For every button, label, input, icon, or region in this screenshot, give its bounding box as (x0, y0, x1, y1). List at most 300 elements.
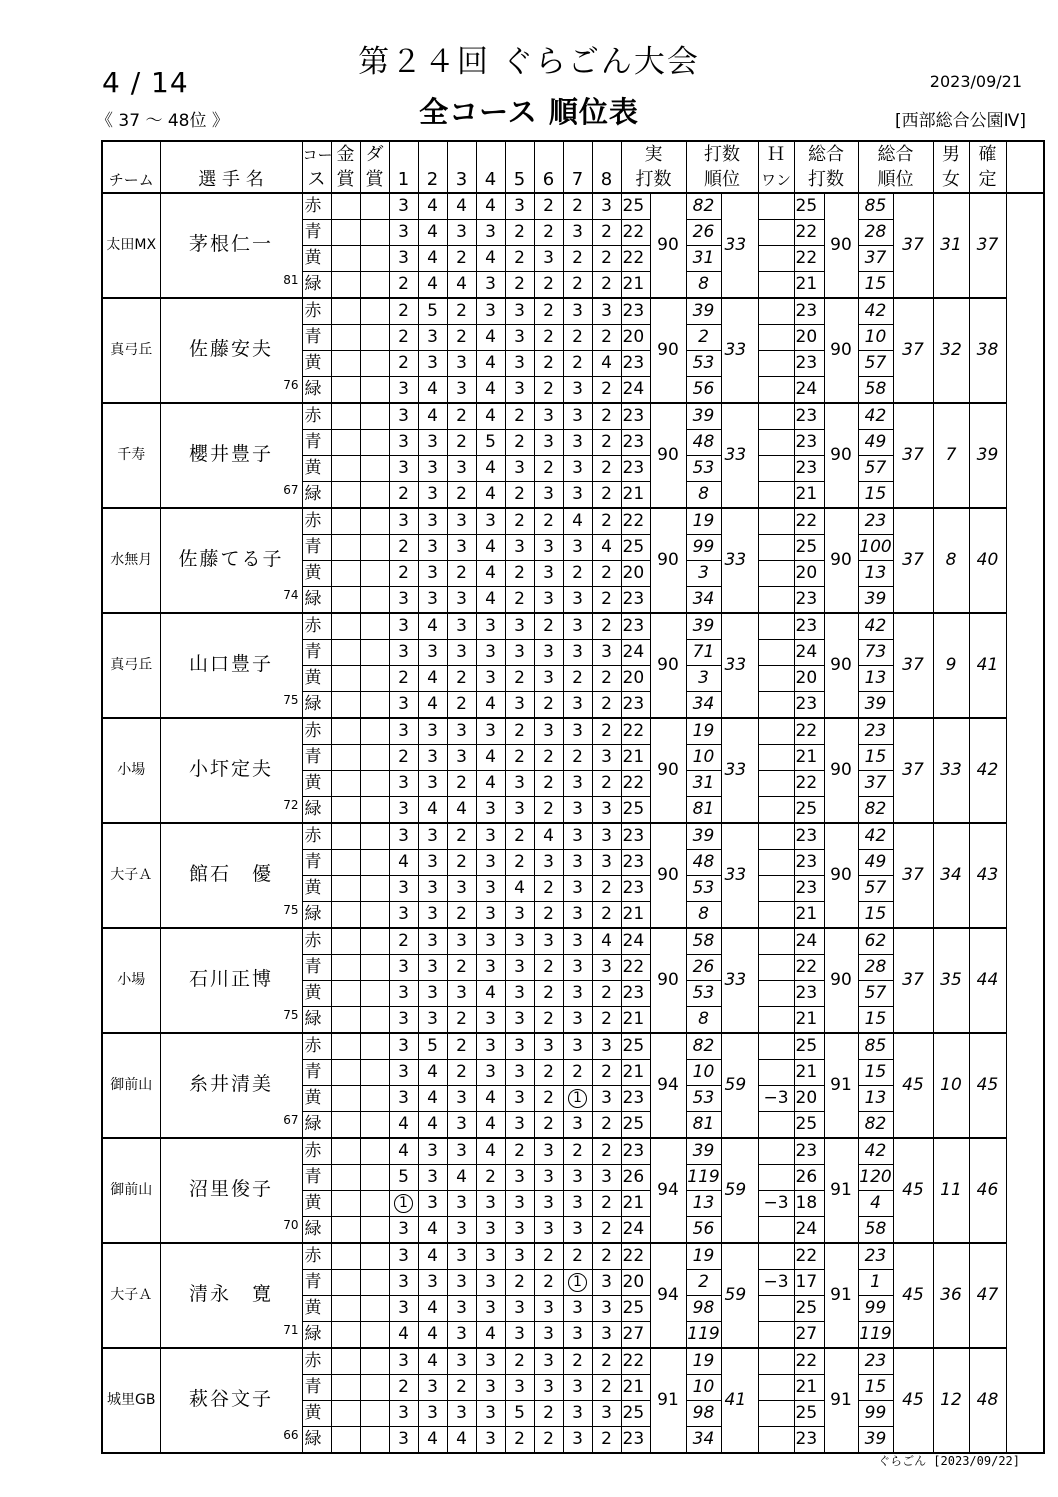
hole-score-value: 3 (427, 642, 438, 662)
hole-score (447, 1112, 476, 1139)
hole-score (447, 1138, 476, 1165)
overall-total: 90 (824, 718, 858, 823)
hole-score-value: 2 (456, 1062, 467, 1082)
hole-score-value: 3 (427, 432, 438, 452)
hole-score (476, 325, 505, 351)
course-total-strokes: 23 (794, 613, 824, 640)
hole-score-value: 4 (485, 196, 496, 216)
course-total-strokes: 22 (794, 718, 824, 745)
hole-score (476, 351, 505, 377)
gender-rank: 31 (933, 193, 969, 298)
hole-score-value: 4 (427, 1324, 438, 1344)
hole-in-one-adjust (758, 220, 794, 246)
hole-score (592, 928, 621, 955)
course-rank: 98 (686, 1401, 721, 1427)
hole-score-value: 3 (601, 1272, 612, 1292)
course-total-rank: 82 (858, 797, 893, 824)
hole-score-value: 4 (427, 248, 438, 268)
course-total-rank: 15 (858, 1375, 893, 1401)
course-total-rank: 28 (858, 955, 893, 981)
hole-score-value: 2 (572, 1246, 583, 1266)
hole-score (534, 508, 563, 535)
hole-5-header: 5 (505, 167, 534, 193)
hole-score-value: 2 (543, 1062, 554, 1082)
hole-score (418, 1086, 447, 1112)
actual-total: 94 (650, 1243, 686, 1348)
hole-in-one-adjust (758, 613, 794, 640)
hole-score-value: 4 (427, 1351, 438, 1371)
course-strokes: 22 (621, 771, 650, 797)
hole-score (476, 220, 505, 246)
hole-score-value: 3 (427, 826, 438, 846)
hole-in-one-adjust (758, 955, 794, 981)
course-name: 緑 (302, 1217, 331, 1244)
course-strokes: 23 (621, 403, 650, 430)
hole-score-value: 4 (485, 563, 496, 583)
hole-score (476, 876, 505, 902)
hole-score-value: 3 (514, 1324, 525, 1344)
hole-score (476, 955, 505, 981)
gold-award-cell (331, 456, 360, 482)
hole-score (447, 325, 476, 351)
hole-score-value: 3 (485, 878, 496, 898)
hole-score-value: 3 (485, 904, 496, 924)
course-total-strokes: 23 (794, 850, 824, 876)
hole-score-value: 3 (543, 563, 554, 583)
course-total-rank: 23 (858, 1348, 893, 1375)
course-strokes: 21 (621, 1060, 650, 1086)
total-strokes-header-bottom: 打数 (794, 167, 858, 193)
course-total-rank: 23 (858, 508, 893, 535)
course-rank: 53 (686, 1086, 721, 1112)
course-total-strokes: 22 (794, 1243, 824, 1270)
hole-score-value: 3 (485, 1193, 496, 1213)
hole-score (505, 771, 534, 797)
player-handicap: 81 (283, 273, 299, 287)
gender-rank: 32 (933, 298, 969, 403)
course-strokes: 23 (621, 430, 650, 456)
course-rank: 119 (686, 1322, 721, 1349)
hole-score (476, 1296, 505, 1322)
overall-total: 91 (824, 1033, 858, 1138)
player-cell (160, 298, 302, 403)
course-total-strokes: 20 (794, 561, 824, 587)
hole-score (592, 1348, 621, 1375)
hole-score-value: 2 (543, 1429, 554, 1449)
hole-score (447, 1427, 476, 1454)
gold-award-cell (331, 403, 360, 430)
course-name: 赤 (302, 928, 331, 955)
course-name: 緑 (302, 692, 331, 719)
hole-score (534, 955, 563, 981)
hole-score-value: 3 (427, 747, 438, 767)
hole-score-value: 3 (398, 458, 409, 478)
hole-score-value: 3 (456, 1324, 467, 1344)
course-strokes: 21 (621, 1007, 650, 1034)
course-total-strokes: 23 (794, 298, 824, 325)
hole-score (389, 1060, 418, 1086)
hole-score (563, 797, 592, 824)
header-row-bottom (102, 167, 1044, 193)
hole-score (447, 850, 476, 876)
hole-score (592, 1217, 621, 1244)
hole-score-value: 3 (572, 957, 583, 977)
hole-score (418, 351, 447, 377)
hole-score (534, 377, 563, 404)
hole-in-one-adjust (758, 1427, 794, 1454)
course-total-rank: 73 (858, 640, 893, 666)
da-award-cell (360, 1112, 389, 1139)
gold-award-cell (331, 1243, 360, 1270)
hole-score-value: 2 (398, 274, 409, 294)
course-total-rank: 82 (858, 1112, 893, 1139)
course-total-rank: 57 (858, 876, 893, 902)
hole-score-value: 3 (398, 406, 409, 426)
hole-in-one-adjust (758, 718, 794, 745)
gender-rank: 9 (933, 613, 969, 718)
hole-score-value: 2 (601, 904, 612, 924)
hole-score (476, 1243, 505, 1270)
hole-score-value: 3 (485, 274, 496, 294)
hole-score-value: 2 (543, 353, 554, 373)
hole-in-one-adjust (758, 1007, 794, 1034)
hole-score (389, 272, 418, 299)
hole-score (592, 272, 621, 299)
hole-score (389, 1322, 418, 1349)
gold-award-cell (331, 1007, 360, 1034)
table-row (102, 403, 1044, 430)
hole-score (534, 666, 563, 692)
hole-score (505, 640, 534, 666)
hole-score (534, 456, 563, 482)
player-name: 館石 優 (188, 863, 273, 885)
hole-score-value: 3 (543, 248, 554, 268)
hole-score (505, 298, 534, 325)
hole-score-value: 2 (572, 274, 583, 294)
hole-in-one-adjust (758, 193, 794, 220)
hole-score-value: 2 (543, 616, 554, 636)
course-name: 緑 (302, 482, 331, 509)
hole-score (505, 1007, 534, 1034)
hole-score (563, 1270, 592, 1296)
hole-score (476, 902, 505, 929)
hole-score (476, 587, 505, 614)
hole-in-one-adjust (758, 928, 794, 955)
course-name: 赤 (302, 1243, 331, 1270)
hole-score-value: 3 (456, 747, 467, 767)
hole-score-value: 4 (485, 773, 496, 793)
hole-in-one-adjust (758, 1060, 794, 1086)
course-name: 緑 (302, 587, 331, 614)
hole-score-value: 2 (543, 379, 554, 399)
hole-score (592, 876, 621, 902)
course-total-rank: 58 (858, 1217, 893, 1244)
gold-award-cell (331, 1033, 360, 1060)
hole-score (447, 377, 476, 404)
hole-score-value: 2 (398, 537, 409, 557)
team-name: 小場 (102, 718, 160, 823)
course-total-rank: 15 (858, 902, 893, 929)
hole-7-header: 7 (563, 167, 592, 193)
course-total-strokes: 20 (794, 325, 824, 351)
hole-score-value: 3 (398, 589, 409, 609)
hole-score-value: 2 (543, 878, 554, 898)
da-award-cell (360, 640, 389, 666)
hole-score-value: 3 (485, 826, 496, 846)
hole-score-value: 3 (485, 1351, 496, 1371)
hole-score-value: 3 (543, 1193, 554, 1213)
hole-score (592, 1138, 621, 1165)
hole-score (505, 1060, 534, 1086)
hole-in-one-mark: 1 (568, 1273, 587, 1292)
overall-rank: 37 (893, 403, 933, 508)
hole-score (563, 272, 592, 299)
hole-score-value: 2 (398, 353, 409, 373)
hole-score (505, 1348, 534, 1375)
hole-header-top (563, 141, 592, 167)
hole-score-value: 4 (485, 327, 496, 347)
course-total-strokes: 23 (794, 876, 824, 902)
hole-score-value: 3 (543, 589, 554, 609)
hole-score (447, 1033, 476, 1060)
hole-score-value: 4 (485, 589, 496, 609)
hole-score (476, 1401, 505, 1427)
course-total-strokes: 23 (794, 823, 824, 850)
hole-score-value: 4 (485, 983, 496, 1003)
hole-score-value: 4 (485, 1088, 496, 1108)
da-award-cell (360, 1270, 389, 1296)
da-award-cell (360, 561, 389, 587)
course-name: 黄 (302, 456, 331, 482)
hole-score (447, 193, 476, 220)
hole-score-value: 3 (456, 458, 467, 478)
hole-score (447, 1296, 476, 1322)
hole-score-value: 3 (601, 1324, 612, 1344)
hole-score (563, 955, 592, 981)
hole-score-value: 2 (601, 589, 612, 609)
hole-score (389, 1191, 418, 1217)
hole-score-value: 3 (398, 1429, 409, 1449)
course-total-rank: 4 (858, 1191, 893, 1217)
hole-score-value: 3 (514, 799, 525, 819)
da-award-cell (360, 325, 389, 351)
venue-label: [西部総合公園Ⅳ] (895, 111, 1026, 131)
player-header: 選 手 名 (160, 167, 302, 193)
table-row (102, 1348, 1044, 1375)
hole-score (505, 351, 534, 377)
actual-total: 90 (650, 823, 686, 928)
player-cell (160, 613, 302, 718)
hole-score (534, 1270, 563, 1296)
hole-score (563, 1322, 592, 1349)
player-handicap: 66 (283, 1428, 299, 1442)
course-total-strokes: 23 (794, 981, 824, 1007)
course-strokes: 21 (621, 902, 650, 929)
hole-in-one-adjust (758, 246, 794, 272)
hole-score (389, 377, 418, 404)
course-header-bottom: ス (302, 167, 331, 193)
hole-score-value: 3 (514, 957, 525, 977)
player-name: 佐藤安夫 (188, 338, 273, 360)
hole-score-value: 2 (543, 274, 554, 294)
player-cell (160, 193, 302, 298)
hole-score (505, 1086, 534, 1112)
hole-score-value: 3 (485, 1403, 496, 1423)
player-cell (160, 1348, 302, 1453)
hole-score-value: 2 (543, 773, 554, 793)
hole-score (476, 797, 505, 824)
hole-score (534, 613, 563, 640)
hole-score-value: 3 (514, 773, 525, 793)
strokes-rank: 33 (721, 298, 758, 403)
hole-score (505, 718, 534, 745)
hole-score (418, 1296, 447, 1322)
gold-award-cell (331, 797, 360, 824)
gold-award-cell (331, 1112, 360, 1139)
hole-score-value: 2 (456, 1009, 467, 1029)
hole-score (476, 1270, 505, 1296)
course-strokes: 21 (621, 482, 650, 509)
hole-score-value: 3 (543, 537, 554, 557)
hole-score (563, 377, 592, 404)
hole-score-value: 3 (427, 1009, 438, 1029)
hole-score (592, 640, 621, 666)
course-rank: 31 (686, 771, 721, 797)
hole-score (563, 456, 592, 482)
hole-score-value: 3 (398, 983, 409, 1003)
course-rank: 26 (686, 955, 721, 981)
hole-score-value: 4 (427, 379, 438, 399)
course-rank: 53 (686, 876, 721, 902)
hole-score-value: 3 (572, 826, 583, 846)
hole-score (563, 876, 592, 902)
hole-score (389, 220, 418, 246)
gold-award-cell (331, 1375, 360, 1401)
gold-award-cell (331, 928, 360, 955)
hole-score (592, 666, 621, 692)
hole-score (389, 797, 418, 824)
hole-score-value: 3 (543, 1167, 554, 1187)
course-total-strokes: 24 (794, 1217, 824, 1244)
course-strokes: 26 (621, 1165, 650, 1191)
hole-score (592, 561, 621, 587)
hole-score (476, 1033, 505, 1060)
course-strokes: 21 (621, 1191, 650, 1217)
gold-award-cell (331, 1191, 360, 1217)
course-name: 黄 (302, 981, 331, 1007)
hole-score (563, 1348, 592, 1375)
hole-score-value: 3 (485, 616, 496, 636)
course-strokes: 22 (621, 1348, 650, 1375)
hole-score-value: 2 (601, 668, 612, 688)
hole-score-value: 2 (601, 1062, 612, 1082)
course-total-strokes: 25 (794, 535, 824, 561)
hole-score-value: 4 (485, 1141, 496, 1161)
da-award-cell (360, 1191, 389, 1217)
hole-score-value: 3 (456, 931, 467, 951)
hole-score-value: 3 (427, 458, 438, 478)
hole-score (476, 403, 505, 430)
hole-score-value: 3 (485, 668, 496, 688)
hole-score (563, 482, 592, 509)
course-total-rank: 37 (858, 246, 893, 272)
player-handicap: 67 (283, 483, 299, 497)
hole-score (592, 193, 621, 220)
player-cell (160, 823, 302, 928)
hole-score (389, 902, 418, 929)
hole-score (447, 1375, 476, 1401)
course-strokes: 25 (621, 535, 650, 561)
hole-score (534, 850, 563, 876)
hole-score (418, 640, 447, 666)
da-award-cell (360, 508, 389, 535)
hole-score (476, 850, 505, 876)
course-name: 緑 (302, 377, 331, 404)
team-name: 真弓丘 (102, 613, 160, 718)
hole-score (592, 823, 621, 850)
hole-score-value: 3 (398, 694, 409, 714)
hole-score (418, 876, 447, 902)
hole-score (447, 613, 476, 640)
course-rank: 8 (686, 1007, 721, 1034)
hole-score-value: 3 (543, 1377, 554, 1397)
hole-score-value: 3 (572, 1429, 583, 1449)
final-rank: 47 (969, 1243, 1006, 1348)
overall-rank: 37 (893, 193, 933, 298)
hole-score-value: 3 (485, 1298, 496, 1318)
hole-score (389, 535, 418, 561)
hole-score (447, 272, 476, 299)
course-total-strokes: 25 (794, 193, 824, 220)
hole-score (505, 666, 534, 692)
course-rank: 39 (686, 403, 721, 430)
course-name: 黄 (302, 1401, 331, 1427)
hole-score-value: 3 (572, 432, 583, 452)
hole-score-value: 3 (543, 1036, 554, 1056)
hole-score-value: 2 (601, 694, 612, 714)
hole-score (476, 1060, 505, 1086)
hole-score-value: 2 (543, 196, 554, 216)
hole-score-value: 2 (398, 668, 409, 688)
hole-header-top (418, 141, 447, 167)
hole-score-value: 3 (427, 1167, 438, 1187)
course-total-strokes: 22 (794, 1348, 824, 1375)
hole-score-value: 2 (572, 327, 583, 347)
hole-score (505, 403, 534, 430)
player-cell (160, 1033, 302, 1138)
hole-score (447, 640, 476, 666)
hole-score-value: 2 (514, 222, 525, 242)
hole-score-value: 3 (485, 957, 496, 977)
da-award-cell (360, 430, 389, 456)
course-total-rank: 85 (858, 1033, 893, 1060)
course-strokes: 25 (621, 1112, 650, 1139)
hole-score-value: 3 (543, 1351, 554, 1371)
page-number: 4 / 14 (102, 66, 189, 99)
hole-score (476, 1322, 505, 1349)
hole-score-value: 3 (485, 799, 496, 819)
hole-score (505, 1243, 534, 1270)
course-total-strokes: 22 (794, 771, 824, 797)
player-name: 石川正博 (188, 968, 273, 990)
hole-score (592, 1401, 621, 1427)
team-name: 大子Ａ (102, 1243, 160, 1348)
da-award-cell (360, 193, 389, 220)
hole-score-value: 2 (572, 1141, 583, 1161)
course-name: 黄 (302, 666, 331, 692)
hole-score (563, 1138, 592, 1165)
hole-score-value: 4 (427, 196, 438, 216)
